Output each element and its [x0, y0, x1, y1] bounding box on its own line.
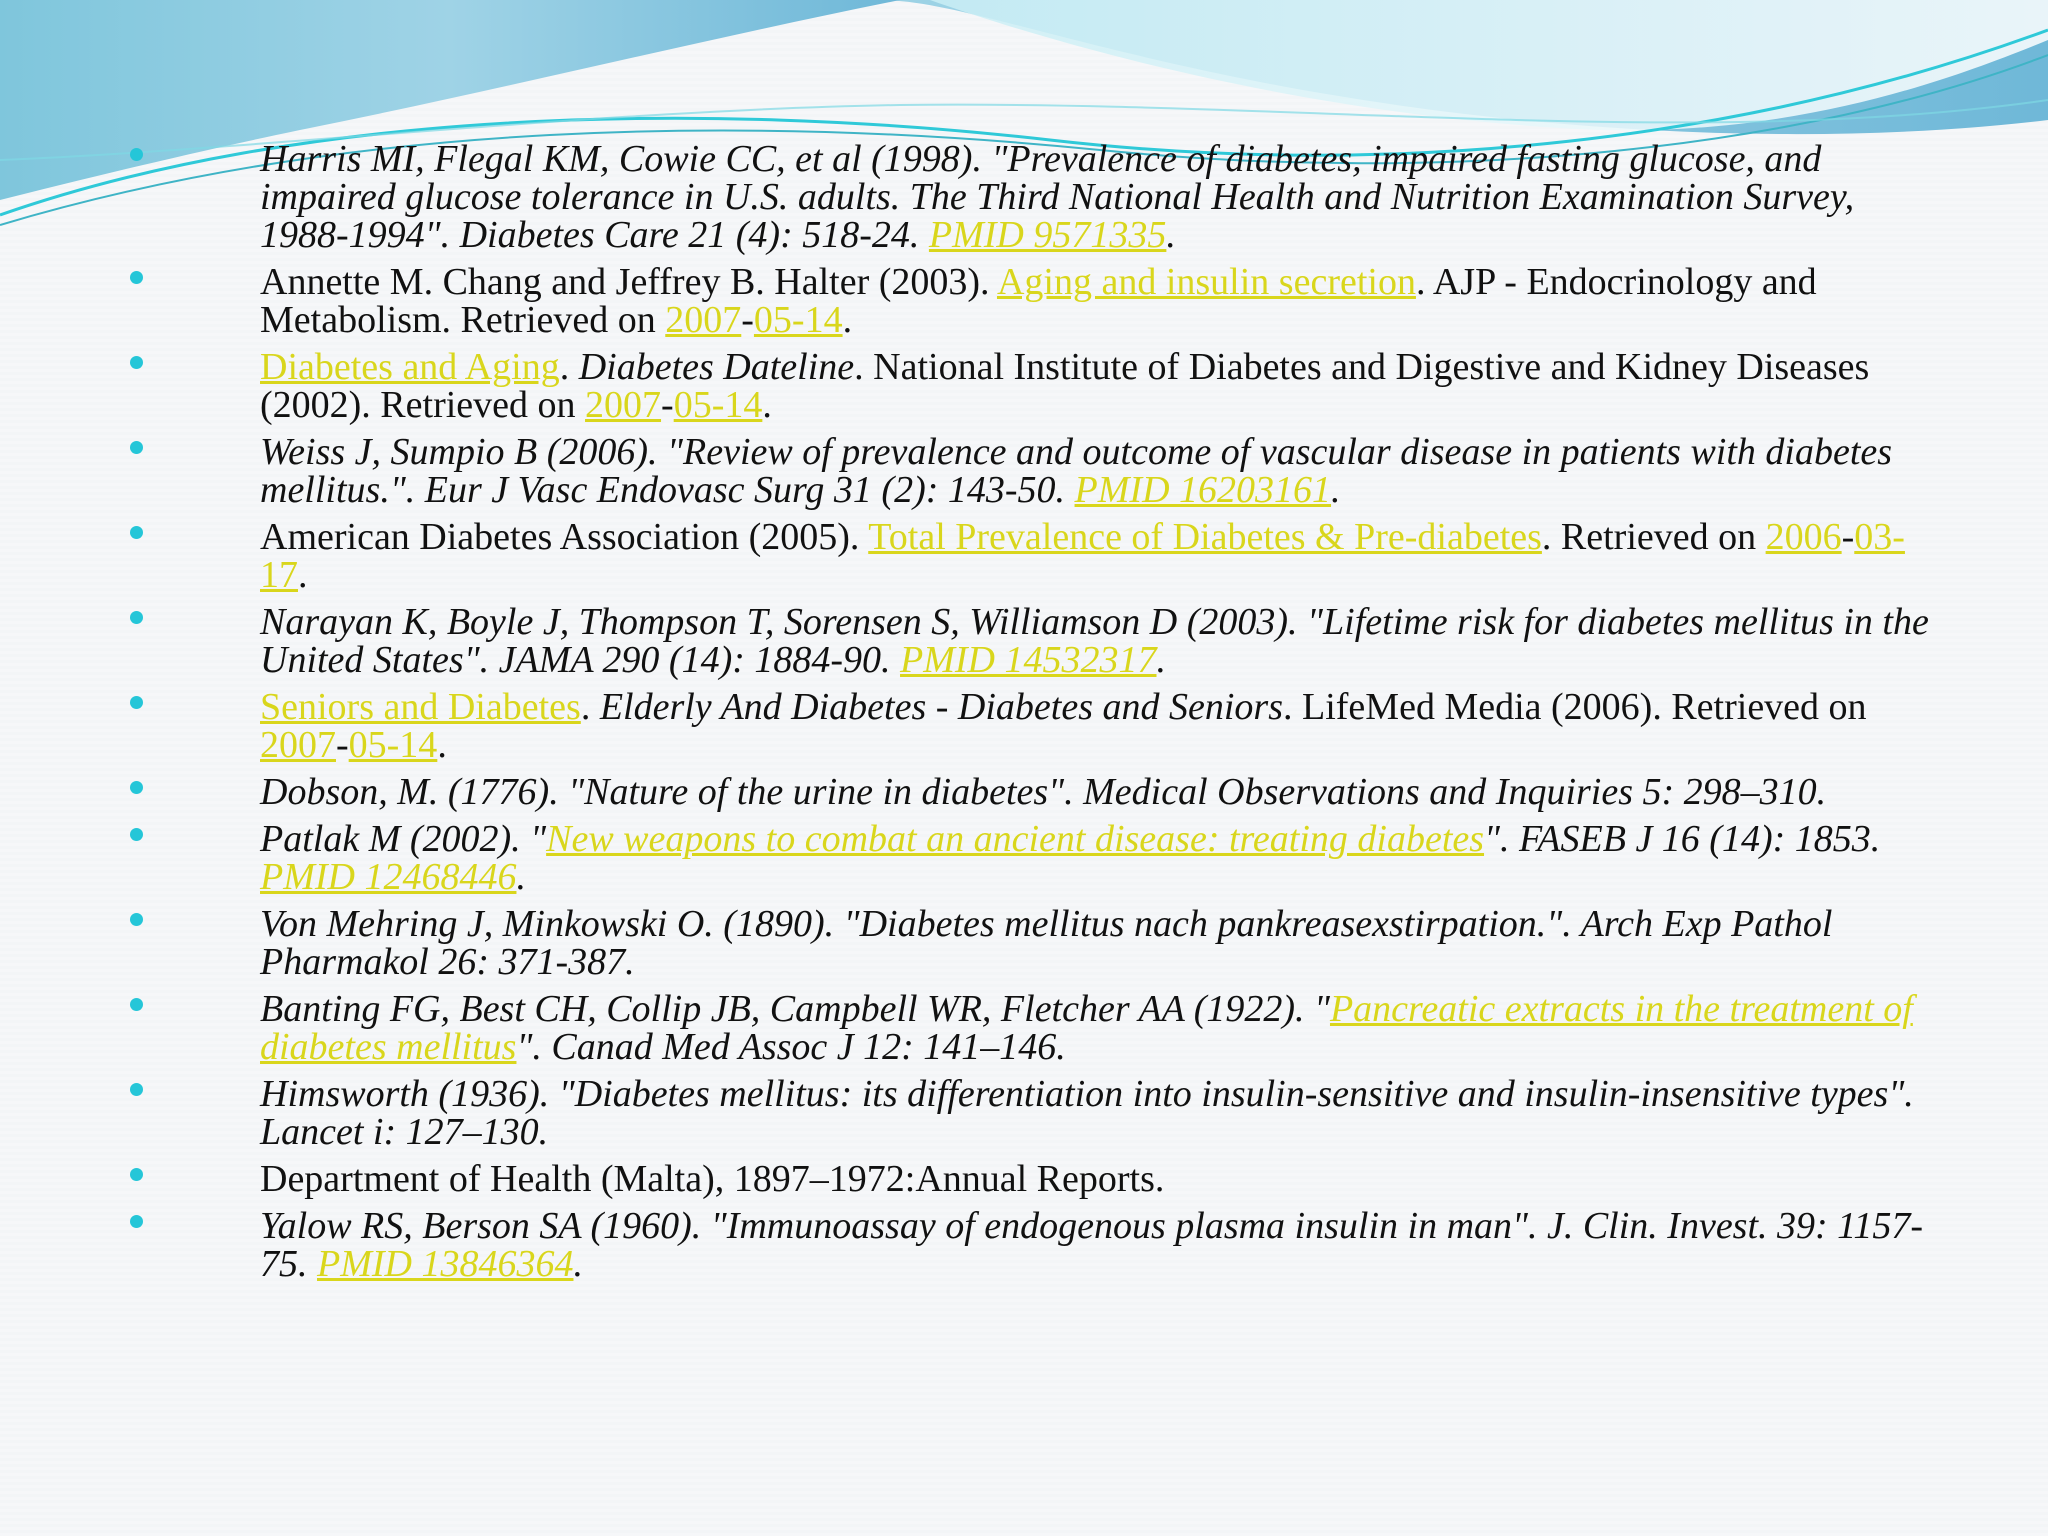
reference-text: . [580, 686, 600, 728]
reference-link[interactable]: Aging and insulin secretion [996, 261, 1416, 303]
bullet-icon [130, 1168, 143, 1181]
bullet-icon [130, 148, 143, 161]
reference-link[interactable]: Total Prevalence of Diabetes & Pre-diabetes [868, 516, 1542, 558]
reference-link[interactable]: 2007 [585, 384, 662, 426]
reference-text: - [336, 724, 349, 766]
reference-text: - [661, 384, 674, 426]
reference-text: Yalow RS, Berson SA (1960). "Immunoassay of endogenous plasma insulin in man". J. Clin. Invest. 39: 1157-75. [260, 1205, 1924, 1285]
reference-item [130, 905, 1930, 981]
reference-link[interactable]: PMID 14532317 [900, 639, 1157, 681]
bullet-icon [130, 611, 143, 624]
reference-link[interactable]: 05-14 [673, 384, 763, 426]
reference-text: Annette M. Chang and Jeffrey B. Halter (2003). [260, 261, 997, 303]
reference-item [130, 820, 1930, 896]
reference-text: . [842, 299, 853, 341]
reference-text: Dobson, M. (1776). "Nature of the urine in diabetes". Medical Observations and Inquiries 5: 298–310. [260, 771, 1827, 813]
reference-text: . [1156, 639, 1166, 681]
reference-text: - [1841, 516, 1855, 558]
reference-link[interactable]: 2007 [665, 299, 742, 341]
reference-link[interactable]: New weapons to combat an ancient disease: treating diabetes [546, 818, 1485, 860]
reference-text: American Diabetes Association (2005). [260, 516, 869, 558]
bullet-icon [130, 526, 143, 539]
reference-text: Elderly And Diabetes - Diabetes and Seniors [599, 686, 1283, 728]
reference-text: Narayan K, Boyle J, Thompson T, Sorensen S, Williamson D (2003). "Lifetime risk for diabetes mellitus in the United States". JAMA 290 (14): 1884-90. [260, 601, 1929, 681]
reference-link[interactable]: 05-14 [348, 724, 438, 766]
reference-item [130, 140, 1930, 254]
reference-text: . [437, 724, 447, 766]
reference-link[interactable]: Pancreatic extracts in the treatment of diabetes mellitus [260, 988, 1913, 1068]
reference-item [130, 348, 1930, 424]
reference-text: . [1166, 214, 1176, 256]
reference-text: ". FASEB J 16 (14): 1853. [1484, 818, 1881, 860]
reference-item [130, 263, 1930, 339]
bullet-icon [130, 696, 143, 709]
reference-item [130, 603, 1930, 679]
reference-text: . [1331, 469, 1341, 511]
reference-link[interactable]: PMID 13846364 [317, 1243, 574, 1285]
reference-text: . [516, 856, 526, 898]
reference-text: . [559, 346, 579, 388]
reference-text: . [762, 384, 772, 426]
reference-item [130, 518, 1930, 594]
bullet-icon [130, 998, 143, 1011]
reference-link[interactable]: PMID 16203161 [1074, 469, 1332, 511]
reference-item [130, 688, 1930, 764]
reference-link[interactable]: 2006 [1765, 516, 1842, 558]
bullet-icon [130, 356, 143, 369]
reference-item [130, 433, 1930, 509]
reference-text: Harris MI, Flegal KM, Cowie CC, et al (1998). "Prevalence of diabetes, impaired fasting glucose, and impaired glucose tolerance in U.S. adults. The Third National Health and Nutrition Examination Survey, 1988-1994". Diabetes Care 21 (4): 518-24. [260, 138, 1855, 256]
reference-link[interactable]: 05-14 [753, 299, 843, 341]
reference-item [130, 1075, 1930, 1151]
reference-item [130, 773, 1930, 811]
reference-link[interactable]: 03-17 [260, 516, 1905, 596]
bullet-icon [130, 441, 143, 454]
reference-text: Weiss J, Sumpio B (2006). "Review of prevalence and outcome of vascular disease in patients with diabetes mellitus.". Eur J Vasc Endovasc Surg 31 (2): 143-50. [260, 431, 1893, 511]
reference-link[interactable]: 2007 [260, 724, 336, 766]
reference-link[interactable]: Diabetes and Aging [260, 346, 560, 388]
reference-item [130, 1207, 1930, 1283]
reference-text: Patlak M (2002). " [260, 818, 547, 860]
reference-text: ". Canad Med Assoc J 12: 141–146. [516, 1026, 1066, 1068]
reference-list [130, 140, 1930, 1292]
reference-text: . [573, 1243, 583, 1285]
bullet-icon [130, 781, 143, 794]
reference-text: . [298, 554, 308, 596]
bullet-icon [130, 828, 143, 841]
reference-text: - [741, 299, 754, 341]
reference-text: Diabetes Dateline [578, 346, 855, 388]
reference-text: Department of Health (Malta), 1897–1972:Annual Reports. [260, 1158, 1165, 1200]
bullet-icon [130, 1215, 143, 1228]
reference-text: Himsworth (1936). "Diabetes mellitus: its differentiation into insulin-sensitive and insulin-insensitive types". Lancet i: 127–130. [260, 1073, 1914, 1153]
reference-text: Von Mehring J, Minkowski O. (1890). "Diabetes mellitus nach pankreasexstirpation.". Arch Exp Pathol Pharmakol 26: 371-387. [260, 903, 1833, 983]
bullet-icon [130, 913, 143, 926]
reference-item [130, 990, 1930, 1066]
reference-link[interactable]: PMID 12468446 [260, 856, 517, 898]
bullet-icon [130, 271, 143, 284]
reference-text: . LifeMed Media (2006). Retrieved on [1283, 686, 1867, 728]
reference-link[interactable]: Seniors and Diabetes [260, 686, 581, 728]
reference-text: . National Institute of Diabetes and Digestive and Kidney Diseases (2002). Retrieved on [260, 346, 1870, 426]
reference-text: . Retrieved on [1541, 516, 1766, 558]
bullet-icon [130, 1083, 143, 1096]
reference-item [130, 1160, 1930, 1198]
reference-text: Banting FG, Best CH, Collip JB, Campbell WR, Fletcher AA (1922). " [260, 988, 1330, 1030]
reference-text: . AJP - Endocrinology and Metabolism. Retrieved on [260, 261, 1817, 341]
reference-link[interactable]: PMID 9571335 [928, 214, 1167, 256]
